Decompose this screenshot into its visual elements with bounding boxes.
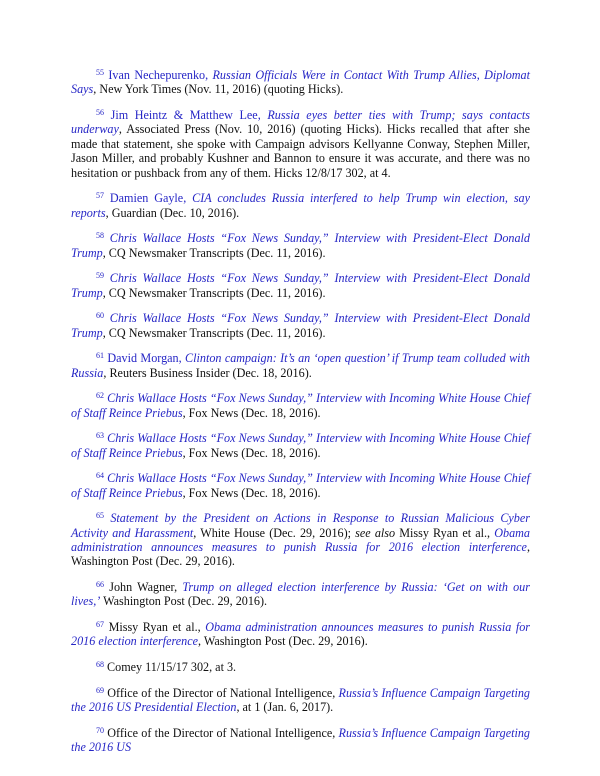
footnote-55: [71, 68, 530, 97]
footnote-68: [71, 660, 530, 674]
citation-link[interactable]: Ivan Nechepurenko,: [108, 68, 213, 82]
footnote-number: 62: [96, 391, 104, 401]
citation-link[interactable]: Russia’s Influence Campaign Targeting the 2016 US Presidential Election: [71, 685, 530, 715]
footnote-number: 64: [96, 471, 104, 481]
citation-link[interactable]: Trump on alleged election interference by Russia: ‘Get on with our lives,’: [71, 580, 530, 609]
citation-text: see also: [355, 525, 396, 540]
footnote-number: 56: [96, 108, 104, 117]
footnote-64: [71, 471, 530, 500]
citation-text: , Washington Post (Dec. 29, 2016).: [197, 634, 368, 649]
footnote-number: 67: [96, 620, 104, 630]
footnote-number: 61: [96, 351, 104, 361]
citation-text: , Guardian (Dec. 10, 2016).: [105, 205, 240, 220]
citation-text: , Fox News (Dec. 18, 2016).: [182, 445, 321, 460]
citation-link[interactable]: Chris Wallace Hosts “Fox News Sunday,” Interview with Incoming White House Chief of Staff Reince Priebus: [71, 431, 530, 460]
footnote-number: 68: [96, 660, 104, 670]
citation-link[interactable]: Obama administration announces measures to punish Russia for 2016 election interference: [71, 620, 530, 649]
footnote-number: 70: [96, 725, 104, 735]
footnote-70: [71, 726, 530, 755]
citation-text: John Wagner,: [109, 580, 183, 595]
footnote-56: [71, 108, 530, 180]
citation-text: , Fox News (Dec. 18, 2016).: [182, 405, 321, 420]
citation-text: , CQ Newsmaker Transcripts (Dec. 11, 2016).: [102, 325, 326, 340]
citation-text: , New York Times (Nov. 11, 2016) (quoting Hicks).: [93, 82, 344, 97]
footnote-66: [71, 580, 530, 609]
citation-text: Missy Ryan et al.,: [108, 620, 206, 635]
citation-link[interactable]: Damien Gayle,: [109, 191, 193, 206]
footnote-69: [71, 686, 530, 715]
footnote-65: [71, 511, 530, 569]
citation-text: , at 1 (Jan. 6, 2017).: [236, 700, 334, 715]
citation-link[interactable]: Chris Wallace Hosts “Fox News Sunday,” Interview with President-Elect Donald Trump: [71, 271, 530, 300]
footnote-number: 63: [96, 431, 104, 441]
citation-link[interactable]: Chris Wallace Hosts “Fox News Sunday,” Interview with President-Elect Donald Trump: [71, 231, 530, 260]
footnote-number: 59: [96, 271, 104, 281]
citation-link[interactable]: Obama administration announces measures to punish Russia for 2016 election interference: [71, 525, 530, 555]
citation-text: Comey 11/15/17 302, at 3.: [107, 660, 237, 675]
citation-text: , Washington Post (Dec. 29, 2016).: [71, 540, 530, 569]
citation-link[interactable]: Chris Wallace Hosts “Fox News Sunday,” Interview with Incoming White House Chief of Staff Reince Priebus: [71, 391, 530, 420]
footnote-61: [71, 351, 530, 380]
footnote-58: [71, 231, 530, 260]
footnotes-page: [71, 68, 530, 766]
citation-link[interactable]: Chris Wallace Hosts “Fox News Sunday,” Interview with Incoming White House Chief of Staff Reince Priebus: [71, 471, 530, 500]
citation-link[interactable]: David Morgan,: [107, 351, 186, 366]
citation-link[interactable]: Jim Heintz & Matthew Lee,: [110, 108, 268, 122]
footnote-63: [71, 431, 530, 460]
footnote-number: 60: [96, 311, 104, 321]
footnote-67: [71, 620, 530, 649]
citation-text: Washington Post (Dec. 29, 2016).: [100, 594, 268, 609]
citation-text: Missy Ryan et al.,: [395, 525, 495, 540]
citation-text: , Reuters Business Insider (Dec. 18, 2016).: [103, 365, 312, 380]
citation-text: Office of the Director of National Intelligence,: [107, 685, 339, 700]
footnote-number: 66: [96, 580, 104, 590]
footnote-number: 55: [96, 68, 104, 77]
citation-link[interactable]: Statement by the President on Actions in Response to Russian Malicious Cyber Activity and Harassment: [71, 511, 530, 540]
citation-link[interactable]: CIA concludes Russia interfered to help Trump win election, say reports: [71, 191, 531, 220]
footnote-59: [71, 271, 530, 300]
citation-link[interactable]: Russia eyes better ties with Trump; says contacts underway: [71, 108, 530, 137]
footnote-number: 57: [96, 191, 104, 201]
footnote-number: 69: [96, 685, 104, 695]
citation-text: , Fox News (Dec. 18, 2016).: [182, 485, 321, 500]
footnote-number: 58: [96, 231, 104, 241]
citation-link[interactable]: Russian Officials Were in Contact With Trump Allies, Diplomat Says: [71, 68, 530, 97]
citation-link[interactable]: Clinton campaign: It’s an ‘open question’ if Trump team colluded with Russia: [71, 351, 530, 380]
citation-link[interactable]: Chris Wallace Hosts “Fox News Sunday,” Interview with President-Elect Donald Trump: [71, 311, 530, 340]
citation-link[interactable]: Russia’s Influence Campaign Targeting the 2016 US: [71, 725, 530, 755]
footnote-60: [71, 311, 530, 340]
citation-text: , CQ Newsmaker Transcripts (Dec. 11, 2016).: [102, 285, 326, 300]
footnote-number: 65: [96, 511, 104, 521]
citation-text: , CQ Newsmaker Transcripts (Dec. 11, 2016).: [102, 245, 326, 260]
citation-text: , Associated Press (Nov. 10, 2016) (quoting Hicks). Hicks recalled that after she made that statement, she spoke with Campaign advisors Kellyanne Conway, Stephen Miller, Jason Miller, and probably Kushner and Bannon to ensure it was accurate, and there was no hesitation or pushback from any of them. Hicks 12/8/17 302, at 4.: [71, 122, 530, 180]
citation-text: Office of the Director of National Intelligence,: [107, 725, 339, 740]
footnote-62: [71, 391, 530, 420]
citation-text: , White House (Dec. 29, 2016);: [193, 525, 356, 540]
footnote-57: [71, 191, 530, 220]
